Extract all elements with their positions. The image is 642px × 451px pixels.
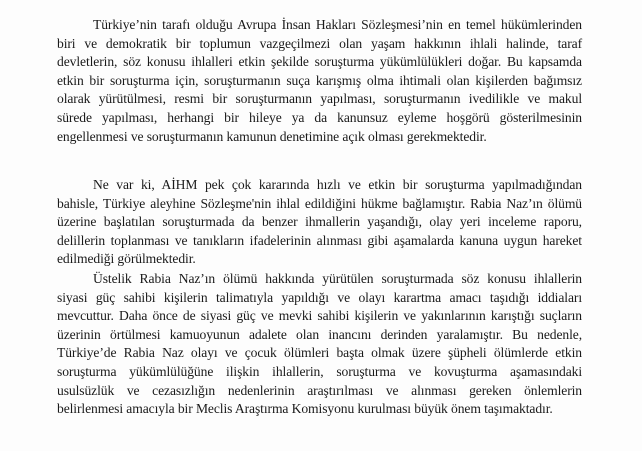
text-line: olarak yürütülmesi, resmi bir soruşturmanın yapılması, soruşturmanın ivedilikle ve makul [57,91,582,107]
paragraph-2 [57,176,582,269]
text-line: siyasi güç sahibi kişilerin talimatıyla yapıldığı ve olayı karartma amacı taşıdığı iddiaları [57,289,582,305]
text-line: mevcuttur. Daha önce de siyasi güç ve mevki sahibi kişilerin ve yakınlarının karıştığı suçların [57,308,582,324]
text-line: Türkiye’nin tarafı olduğu Avrupa İnsan Hakları Sözleşmesi’nin en temel hükümlerinden [93,17,582,32]
text-line: usulsüzlük ve cezasızlığın nedenlerinin araştırılması ve alınması gereken önlemlerin [57,382,582,398]
text-line: delillerin toplanması ve tanıkların ifadelerinin alınması gibi aşamalarda kanuna uygun hareket [57,232,582,248]
text-line: devletlerin, söz konusu ihlalleri etkin şekilde soruşturma yükümlülükleri doğar. Bu kapsamda [57,54,582,70]
text-line: engellenmesi ve soruşturmanın kamunun denetimine açık olması gerekmektedir. [57,128,487,144]
text-line: soruşturma yükümlülüğüne ilişkin ihlallerin, soruşturma ve kovuşturma aşamasındaki [57,363,582,379]
text-line: Türkiye’de Rabia Naz olayı ve çocuk ölümleri başta olmak üzere şüpheli ölümlerde etkin [57,345,582,361]
text-line: bahisle, Türkiye aleyhine Sözleşme'nin ihlal edildiğini hükme bağlamıştır. Rabia Naz’ın ölümü [57,195,582,211]
text-line: belirlenmesi amacıyla bir Meclis Araştırma Komisyonu kurulması büyük önem taşımaktadır. [57,401,553,417]
paragraph-3 [57,270,582,419]
text-line: Üstelik Rabia Naz’ın ölümü hakkında yürütülen soruşturmada söz konusu ihlallerin [93,271,582,286]
text-line: sürede yapılması, herhangi bir hileye ya da kanunsuz eyleme hoşgörü gösterilmesinin [57,109,582,125]
text-line: üzerinin örtülmesi kamuoyunun adalete olan inancını derinden yaralamıştır. Bu nedenle, [57,326,582,342]
paragraph-1 [57,16,582,146]
text-line: biri ve demokratik bir toplumun vazgeçilmezi olan yaşam hakkının ihlali halinde, taraf [57,35,582,51]
text-line: etkin bir soruşturma için, soruşturmanın suça karışmış olma ihtimali olan kişilerden bağımsız [57,72,582,88]
text-line: üzerine başlatılan soruşturmada da benzer ihmallerin yaşandığı, olay yeri inceleme raporu, [57,214,582,230]
text-line: Ne var ki, AİHM pek çok kararında hızlı ve etkin bir soruşturma yapılmadığından [93,177,582,192]
text-line: edilmediği görülmektedir. [57,251,196,267]
